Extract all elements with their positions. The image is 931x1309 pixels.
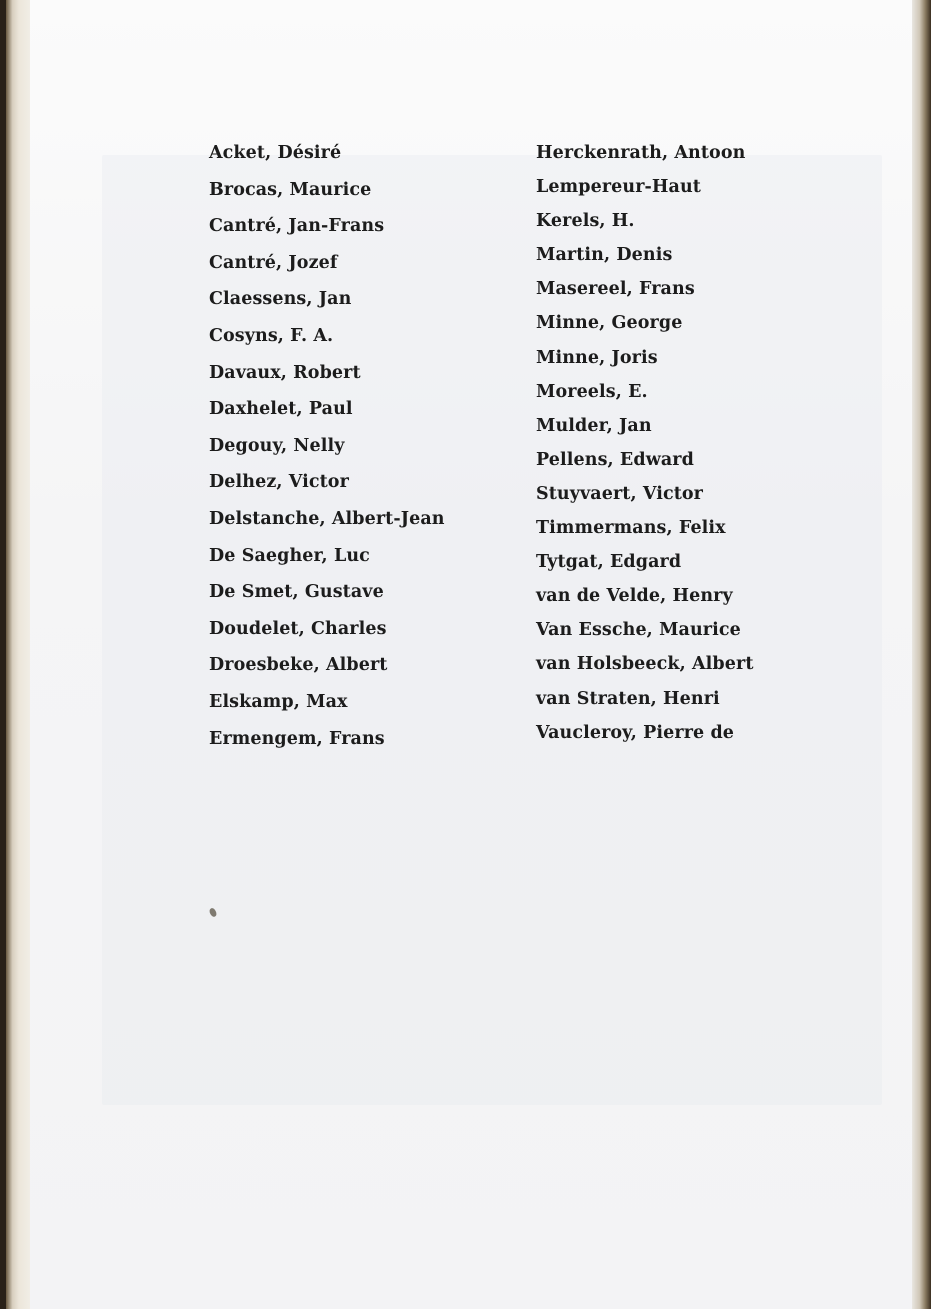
artist-name: van Straten, Henri: [536, 688, 720, 709]
artist-list-left-column: [209, 141, 445, 763]
artist-name: Herckenrath, Antoon: [536, 143, 746, 163]
artist-name: Vaucleroy, Pierre de: [536, 722, 735, 743]
artist-list-right-column: [536, 141, 754, 755]
artist-name: Doudelet, Charles: [209, 618, 387, 639]
artist-name: van Holsbeeck, Albert: [536, 654, 754, 675]
artist-name: Mulder, Jan: [536, 415, 652, 436]
artist-name: Martin, Denis: [536, 245, 673, 266]
artist-name: Kerels, H.: [536, 211, 635, 232]
artist-name: Acket, Désiré: [209, 143, 342, 163]
artist-name: Pellens, Edward: [536, 449, 694, 470]
artist-name: Droesbeke, Albert: [209, 655, 388, 676]
artist-name: Stuyvaert, Victor: [536, 483, 703, 504]
artist-name: De Smet, Gustave: [209, 582, 384, 603]
artist-name: Moreels, E.: [536, 381, 648, 402]
artist-name: Minne, Joris: [536, 347, 658, 368]
artist-name: Cantré, Jozef: [209, 252, 338, 273]
artist-name: Daxhelet, Paul: [209, 399, 353, 420]
artist-name: De Saegher, Luc: [209, 545, 370, 566]
artist-name: Brocas, Maurice: [209, 179, 372, 200]
artist-name: Delhez, Victor: [209, 472, 349, 493]
artist-name: Claessens, Jan: [209, 289, 352, 310]
artist-name: Van Essche, Maurice: [536, 620, 741, 641]
artist-name: Cosyns, F. A.: [209, 325, 334, 346]
artist-name: Ermengem, Frans: [209, 728, 385, 749]
artist-name: Degouy, Nelly: [209, 435, 345, 456]
page-stack-right-edge: [912, 0, 931, 1309]
artist-name: Lempereur-Haut: [536, 177, 701, 198]
artist-name: Cantré, Jan-Frans: [209, 216, 385, 237]
artist-name: Elskamp, Max: [209, 691, 348, 712]
artist-name: Tytgat, Edgard: [536, 552, 682, 573]
artist-name: Timmermans, Felix: [536, 518, 726, 539]
artist-name: Delstanche, Albert-Jean: [209, 508, 445, 529]
artist-name: Davaux, Robert: [209, 362, 361, 383]
artist-name: van de Velde, Henry: [536, 586, 733, 607]
artist-name: Masereel, Frans: [536, 279, 695, 300]
page-stack-left-edge: [6, 0, 32, 1309]
artist-name: Minne, George: [536, 313, 683, 334]
book-page: [30, 0, 914, 1309]
